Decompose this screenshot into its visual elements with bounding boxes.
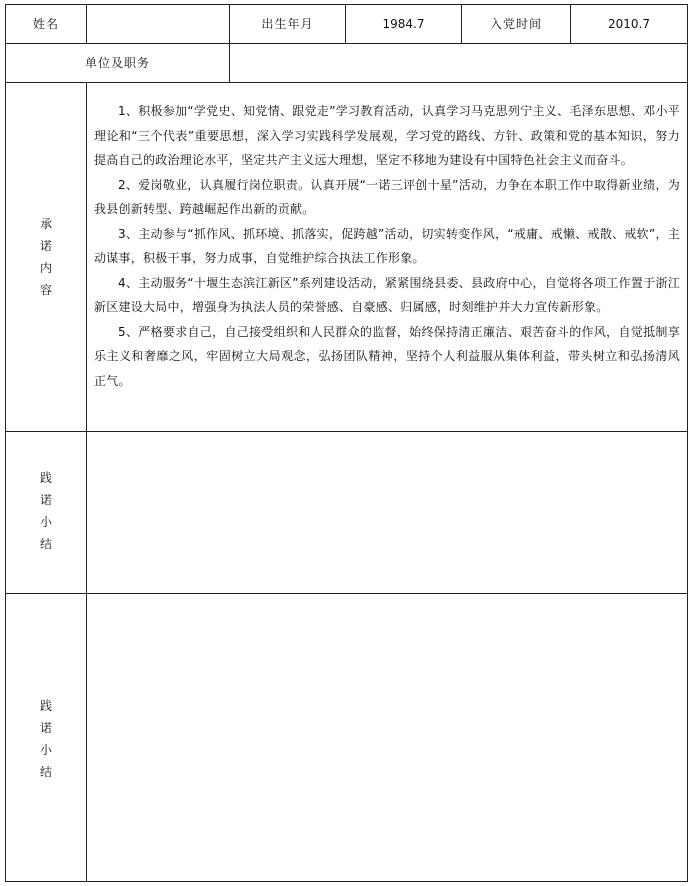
- label-char: 小: [39, 515, 52, 529]
- label-char: 结: [39, 537, 52, 551]
- commitment-paragraph: 5、严格要求自己，自己接受组织和人民群众的监督，始终保持清正廉洁、艰苦奋斗的作风，自觉抵制享乐主义和奢靡之风，牢固树立大局观念，弘扬团队精神，坚持个人利益服从集体利益，带头树立和弘扬清风正气。: [94, 324, 680, 388]
- label-char: 承: [39, 217, 52, 231]
- party-join-date-label: 入党时间: [489, 17, 542, 31]
- commitment-paragraph: 2、爱岗敬业，认真履行岗位职责。认真开展“一诺三评创十星”活动，力争在本职工作中取得新业绩，为我县创新转型、跨越崛起作出新的贡献。: [94, 177, 680, 216]
- label-char: 诺: [39, 721, 52, 735]
- name-label: 姓名: [32, 17, 59, 31]
- birth-date-value: 1984.7: [382, 17, 425, 31]
- summary-label: [6, 467, 86, 555]
- name-field[interactable]: [87, 5, 229, 43]
- commitment-paragraph: 4、主动服务“十堰生态滨江新区”系列建设活动，紧紧围绕县委、县政府中心，自觉将各项工作置于浙江新区建设大局中，增强身为执法人员的荣誉感、自豪感、归属感，时刻维护并大力宣传新形象。: [94, 275, 680, 314]
- summary-field[interactable]: [87, 594, 687, 881]
- label-char: 小: [39, 743, 52, 757]
- summary-label: [6, 695, 86, 783]
- birth-date-label: 出生年月: [261, 17, 314, 31]
- label-char: 容: [39, 283, 52, 297]
- label-char: 践: [39, 471, 52, 485]
- label-char: 践: [39, 699, 52, 713]
- unit-position-label: 单位及职务: [84, 56, 150, 70]
- label-char: 内: [39, 261, 52, 275]
- label-char: 诺: [39, 493, 52, 507]
- commitment-paragraph: 3、主动参与“抓作风、抓环境、抓落实，促跨越”活动，切实转变作风，“戒庸、戒懒、戒散、戒软”，主动谋事，积极干事，努力成事，自觉维护综合执法工作形象。: [94, 226, 680, 265]
- label-char: 结: [39, 765, 52, 779]
- commitment-paragraph: 1、积极参加“学党史、知党情、跟党走”学习教育活动，认真学习马克思列宁主义、毛泽东思想、邓小平理论和“三个代表”重要思想，深入学习实践科学发展观，学习党的路线、方针、政策和党的基本知识，努力提高自己的政治理论水平，坚定共产主义远大理想，坚定不移地为建设有中国特色社会主义而奋斗。: [94, 104, 680, 167]
- commitment-content: [94, 99, 680, 393]
- commitment-label: [6, 213, 86, 301]
- row-divider: [6, 82, 687, 83]
- party-join-date-value: 2010.7: [608, 17, 650, 31]
- unit-position-field[interactable]: [230, 44, 687, 82]
- label-char: 诺: [39, 239, 52, 253]
- summary-field[interactable]: [87, 432, 687, 593]
- commitment-form: [5, 4, 688, 882]
